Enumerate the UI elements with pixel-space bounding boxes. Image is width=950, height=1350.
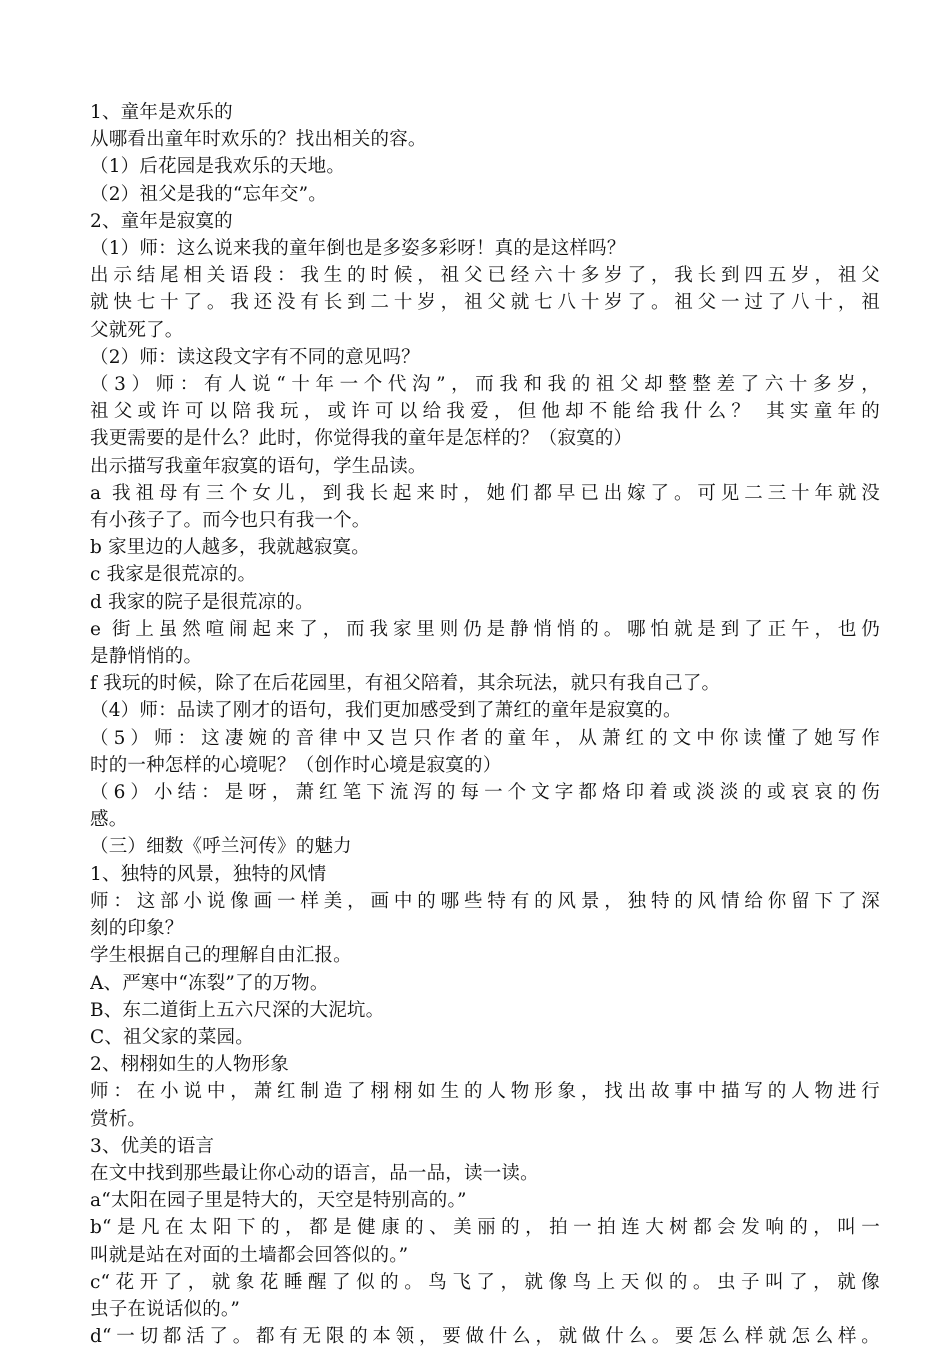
text-line: d 我家的院子是很荒凉的。 <box>90 591 314 613</box>
text-line: （4）师：品读了刚才的语句，我们更加感受到了萧红的童年是寂寞的。 <box>90 700 682 722</box>
section-heading-charm: （三）细数《呼兰河传》的魅力 <box>90 836 352 858</box>
text-line: b“是凡在太阳下的，都是健康的、美丽的，拍一拍连大树都会发响的，叫一 <box>90 1217 880 1239</box>
text-line: 师：这部小说像画一样美，画中的哪些特有的风景，独特的风情给你留下了深 <box>90 890 880 912</box>
text-line: 时的一种怎样的心境呢？（创作时心境是寂寞的） <box>90 754 502 776</box>
text-line: 出示结尾相关语段：我生的时候，祖父已经六十多岁了，我长到四五岁，祖父 <box>90 265 880 287</box>
text-line: 学生根据自己的理解自由汇报。 <box>90 945 352 967</box>
text-line: （1）师：这么说来我的童年倒也是多姿多彩呀！真的是这样吗？ <box>90 238 626 260</box>
text-line: （2）师：读这段文字有不同的意见吗？ <box>90 346 420 368</box>
text-line: 赏析。 <box>90 1108 147 1130</box>
text-line: 师：在小说中，萧红制造了栩栩如生的人物形象，找出故事中描写的人物进行 <box>90 1081 880 1103</box>
text-line: （6）小结：是呀，萧红笔下流泻的每一个文字都烙印着或淡淡的或哀哀的伤 <box>90 782 880 804</box>
text-line: （2）祖父是我的“忘年交”。 <box>90 183 327 205</box>
text-line: a 我祖母有三个女儿，到我长起来时，她们都早已出嫁了。可见二三十年就没 <box>90 482 880 504</box>
text-line: 有小孩子了。而今也只有我一个。 <box>90 510 371 532</box>
text-line: 在文中找到那些最让你心动的语言，品一品，读一读。 <box>90 1162 539 1184</box>
text-line: c“花开了，就象花睡醒了似的。鸟飞了，就像鸟上天似的。虫子叫了，就像 <box>90 1271 880 1293</box>
text-line: 从哪看出童年时欢乐的？找出相关的容。 <box>90 129 427 151</box>
text-line: 父就死了。 <box>90 319 184 341</box>
heading-characters: 2、栩栩如生的人物形象 <box>90 1054 289 1076</box>
heading-beautiful-language: 3、优美的语言 <box>90 1135 215 1157</box>
text-line: 感。 <box>90 809 128 831</box>
heading-childhood-joyful: 1、童年是欢乐的 <box>90 102 233 123</box>
text-line: 虫子在说话似的。” <box>90 1298 241 1320</box>
text-line: （5）师：这凄婉的音律中又岂只作者的童年，从萧红的文中你读懂了她写作 <box>90 727 880 749</box>
text-line: 叫就是站在对面的土墙都会回答似的。” <box>90 1244 409 1266</box>
text-line: A、严寒中“冻裂”了的万物。 <box>90 972 329 994</box>
text-line: a“太阳在园子里是特大的，天空是特别高的。” <box>90 1190 467 1212</box>
text-line: d“一切都活了。都有无限的本领，要做什么，就做什么。要怎么样就怎么样。 <box>90 1326 880 1348</box>
text-line: e 街上虽然喧闹起来了，而我家里则仍是静悄悄的。哪怕就是到了正午，也仍 <box>90 618 880 640</box>
document-page <box>90 99 880 1350</box>
text-line: 刻的印象？ <box>90 918 184 940</box>
text-line: （1）后花园是我欢乐的天地。 <box>90 156 346 178</box>
text-line: c 我家是很荒凉的。 <box>90 564 257 586</box>
text-line: b 家里边的人越多，我就越寂寞。 <box>90 537 370 559</box>
heading-unique-scenery: 1、独特的风景，独特的风情 <box>90 863 327 885</box>
text-line: 我更需要的是什么？此时，你觉得我的童年是怎样的？（寂寞的） <box>90 428 633 450</box>
text-line: B、东二道街上五六尺深的大泥坑。 <box>90 999 385 1021</box>
text-line: （3）师：有人说“十年一个代沟”，而我和我的祖父却整整差了六十多岁， <box>90 374 880 396</box>
text-line: 是静悄悄的。 <box>90 646 203 668</box>
text-line: 祖父或许可以陪我玩，或许可以给我爱，但他却不能给我什么？ 其实童年的 <box>90 401 880 423</box>
text-line: 出示描写我童年寂寞的语句，学生品读。 <box>90 455 427 477</box>
text-line: 就快七十了。我还没有长到二十岁，祖父就七八十岁了。祖父一过了八十，祖 <box>90 292 880 314</box>
heading-childhood-lonely: 2、童年是寂寞的 <box>90 210 233 232</box>
text-line: f 我玩的时候，除了在后花园里，有祖父陪着，其余玩法，就只有我自己了。 <box>90 673 721 695</box>
text-line: C、祖父家的菜园。 <box>90 1026 254 1048</box>
